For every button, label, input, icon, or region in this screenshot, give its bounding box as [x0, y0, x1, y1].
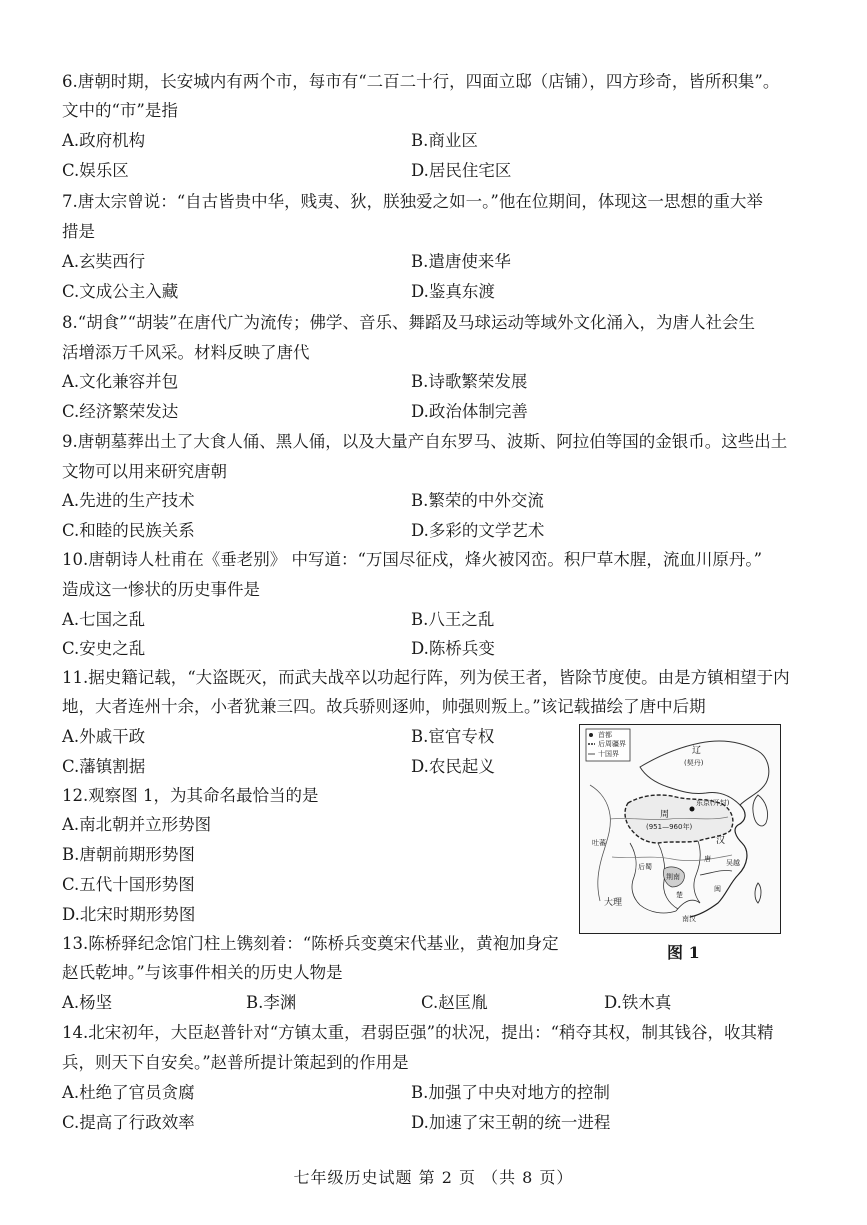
q14-option-c[interactable]: C.提高了行政效率: [62, 1113, 195, 1132]
q9-option-c[interactable]: C.和睦的民族关系: [62, 521, 195, 540]
label-tang: 唐: [704, 855, 711, 863]
yangtze-river: [612, 855, 732, 861]
q6-option-d[interactable]: D.居民住宅区: [411, 161, 512, 180]
label-dongjing: 东京(开封): [696, 799, 730, 807]
q10-stem-line1: 10.唐朝诗人杜甫在《垂老别》 中写道：“万国尽征戍，烽火被冈峦。积尸草木腥，流血川原丹。”: [62, 550, 763, 569]
q14-option-b[interactable]: B.加强了中央对地方的控制: [411, 1083, 610, 1102]
q9-stem-line1: 9.唐朝墓葬出土了大食人俑、黑人俑，以及大量产自东罗马、波斯、阿拉伯等国的金银币。这些出土: [62, 432, 788, 451]
q8-stem-line1: 8.“胡食”“胡装”在唐代广为流传；佛学、音乐、舞蹈及马球运动等域外文化涌入，为唐人社会生: [62, 313, 755, 332]
q13-stem-line2: 赵氏乾坤。”与该事件相关的历史人物是: [62, 963, 343, 982]
q9-stem-line2: 文物可以用来研究唐朝: [62, 462, 227, 481]
figure-1-caption: 图 1: [667, 943, 700, 962]
label-nanping: 荆南: [666, 873, 680, 881]
q6-stem-line1: 6.唐朝时期，长安城内有两个市，每市有“二百二十行，四面立邸（店铺），四方珍奇，皆所积集”。: [62, 72, 780, 91]
q10-option-c[interactable]: C.安史之乱: [62, 639, 146, 658]
q13-option-d[interactable]: D.铁木真: [604, 993, 672, 1012]
q9-option-b[interactable]: B.繁荣的中外交流: [411, 491, 544, 510]
q8-option-c[interactable]: C.经济繁荣发达: [62, 402, 179, 421]
map-svg: [580, 725, 780, 933]
q12-option-d[interactable]: D.北宋时期形势图: [62, 905, 196, 924]
page-footer: 七年级历史试题 第 2 页 （共 8 页）: [293, 1168, 574, 1187]
q7-stem-line1: 7.唐太宗曾说：“自古皆贵中华，贱夷、狄，朕独爱之如一。”他在位期间，体现这一思想的重大举: [62, 192, 763, 211]
peninsula: [753, 795, 768, 826]
q7-option-a[interactable]: A.玄奘西行: [62, 252, 146, 271]
q8-option-d[interactable]: D.政治体制完善: [411, 402, 528, 421]
q8-option-a[interactable]: A.文化兼容并包: [62, 372, 179, 391]
wuyue-border: [700, 870, 732, 875]
q6-stem-line2: 文中的“市”是指: [62, 101, 178, 120]
q9-option-a[interactable]: A.先进的生产技术: [62, 491, 195, 510]
q9-option-d[interactable]: D.多彩的文学艺术: [411, 521, 545, 540]
q7-option-d[interactable]: D.鉴真东渡: [411, 282, 495, 301]
label-tubo: 吐蕃: [592, 839, 606, 847]
legend-capital: 首都: [598, 731, 612, 739]
tang-border: [694, 841, 700, 903]
label-zhou-years: (951—960年): [646, 823, 693, 831]
label-liao: 辽: [692, 746, 702, 756]
q8-stem-line2: 活增添万千风采。材料反映了唐代: [62, 343, 310, 362]
q14-option-a[interactable]: A.杜绝了官员贪腐: [62, 1083, 195, 1102]
q11-stem-line1: 11.据史籍记载，“大盗既灭，而武夫战卒以功起行阵，列为侯王者，皆除节度使。由是方镇相望于内: [62, 668, 790, 687]
q14-option-d[interactable]: D.加速了宋王朝的统一进程: [411, 1113, 611, 1132]
legend-ten-kingdoms: 十国界: [598, 750, 619, 758]
q7-stem-line2: 措是: [62, 222, 95, 241]
nanhan-border: [676, 900, 700, 911]
label-wuyue: 吴越: [726, 859, 740, 867]
q12-option-c[interactable]: C.五代十国形势图: [62, 875, 195, 894]
taiwan-island: [755, 883, 761, 903]
q11-option-d[interactable]: D.农民起义: [411, 757, 495, 776]
q6-option-b[interactable]: B.商业区: [411, 131, 478, 150]
label-nanhan: 南汉: [682, 915, 696, 923]
q12-option-a[interactable]: A.南北朝并立形势图: [62, 815, 212, 834]
q12-stem: 12.观察图 1，为其命名最恰当的是: [62, 786, 319, 805]
q7-option-c[interactable]: C.文成公主入藏: [62, 282, 179, 301]
q10-option-d[interactable]: D.陈桥兵变: [411, 639, 495, 658]
label-shu: 后蜀: [638, 863, 652, 871]
capital-symbol-icon: [589, 733, 593, 737]
label-min: 闽: [714, 885, 721, 893]
legend-zhou-border: 后周疆界: [598, 740, 626, 748]
q8-option-b[interactable]: B.诗歌繁荣发展: [411, 372, 528, 391]
q10-stem-line2: 造成这一惨状的历史事件是: [62, 580, 260, 599]
q6-option-a[interactable]: A.政府机构: [62, 131, 146, 150]
dongjing-capital-icon: [690, 807, 695, 812]
q11-stem-line2: 地，大者连州十余，小者犹兼三四。故兵骄则逐帅，帅强则叛上。”该记载描绘了唐中后期: [62, 697, 706, 716]
label-dali: 大理: [604, 898, 623, 908]
label-liao-sub: (契丹): [684, 759, 704, 767]
q11-option-a[interactable]: A.外戚干政: [62, 727, 146, 746]
q11-option-b[interactable]: B.宦官专权: [411, 727, 495, 746]
q13-option-b[interactable]: B.李渊: [246, 993, 297, 1012]
q6-option-c[interactable]: C.娱乐区: [62, 161, 129, 180]
figure-1-map: [579, 724, 781, 934]
q14-stem-line2: 兵，则天下自安矣。”赵普所提计策起到的作用是: [62, 1053, 409, 1072]
label-zhou: 周: [660, 810, 670, 820]
q11-option-c[interactable]: C.藩镇割据: [62, 757, 146, 776]
q10-option-a[interactable]: A.七国之乱: [62, 610, 146, 629]
q7-option-b[interactable]: B.遣唐使来华: [411, 252, 511, 271]
q12-option-b[interactable]: B.唐朝前期形势图: [62, 845, 195, 864]
label-chu: 楚: [676, 891, 683, 899]
q13-option-c[interactable]: C.赵匡胤: [421, 993, 488, 1012]
q14-stem-line1: 14.北宋初年，大臣赵普针对“方镇太重，君弱臣强”的状况，提出：“稍夺其权，制其钱谷，收其精: [62, 1023, 774, 1042]
q13-stem-line1: 13.陈桥驿纪念馆门柱上镌刻着：“陈桥兵变奠宋代基业，黄袍加身定: [62, 934, 559, 953]
q10-option-b[interactable]: B.八王之乱: [411, 610, 495, 629]
q13-option-a[interactable]: A.杨坚: [62, 993, 113, 1012]
label-han: 汉: [716, 836, 726, 846]
